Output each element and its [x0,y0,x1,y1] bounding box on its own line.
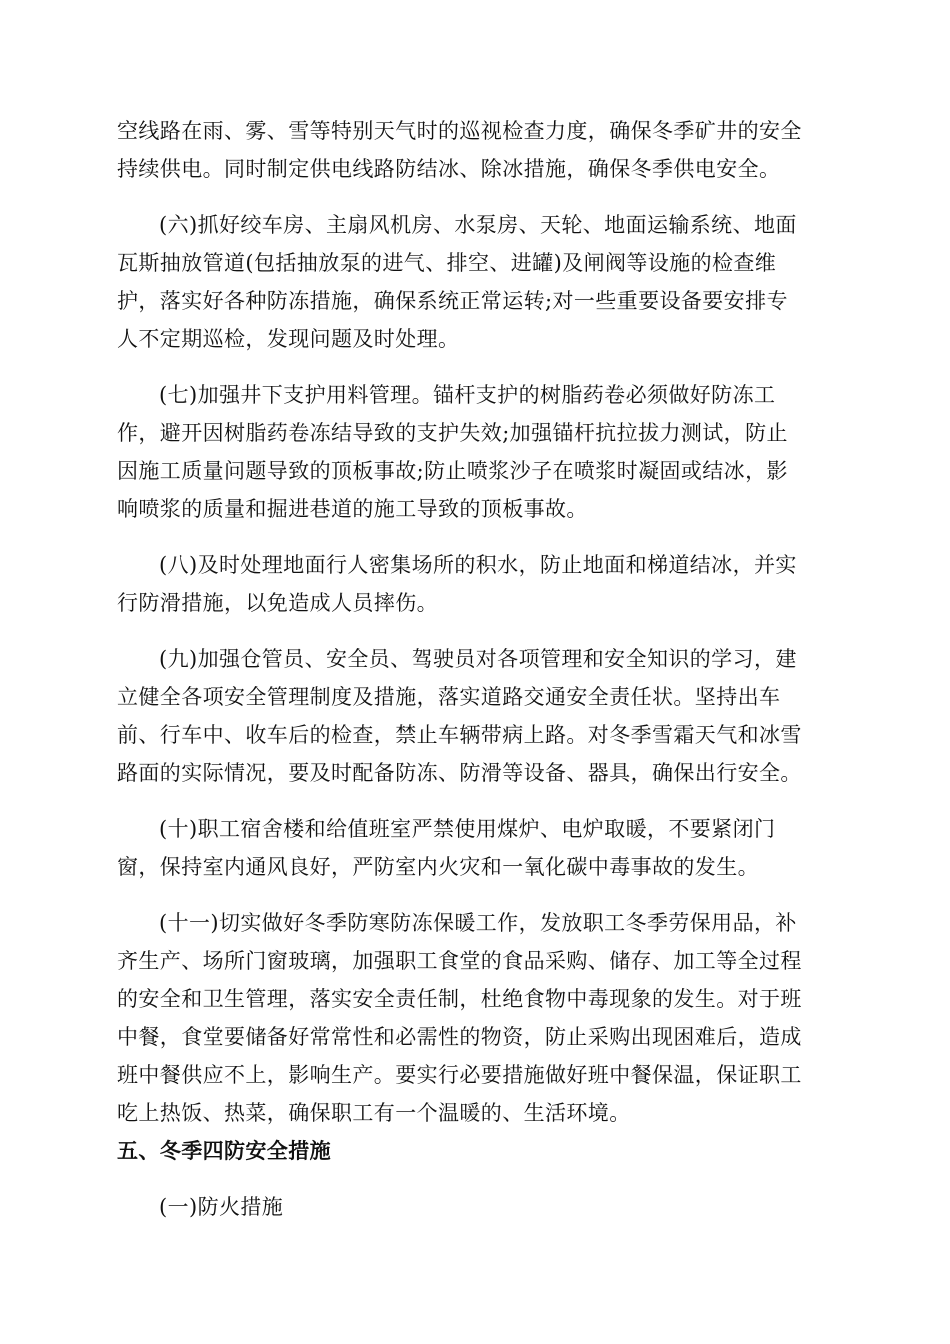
text-line: (十)职工宿舍楼和给值班室严禁使用煤炉、电炉取暖，不要紧闭门 [159,817,776,841]
text-line: 齐生产、场所门窗玻璃，加强职工食堂的食品采购、储存、加工等全过程 [117,949,802,973]
text-line: 的安全和卫生管理，落实安全责任制，杜绝食物中毒现象的发生。对于班 [117,987,802,1011]
text-line: 响喷浆的质量和掘进巷道的施工导致的顶板事故。 [117,497,588,521]
document-body [117,112,832,1226]
section-heading: 五、冬季四防安全措施 [117,1139,331,1163]
text-line: 人不定期巡检，发现问题及时处理。 [117,327,460,351]
text-line: 持续供电。同时制定供电线路防结冰、除冰措施，确保冬季供电安全。 [117,157,781,181]
paragraph-item-6 [117,206,832,358]
paragraph-power-supply [117,112,832,188]
text-line: 班中餐供应不上，影响生产。要实行必要措施做好班中餐保温，保证职工 [117,1063,802,1087]
text-line: (八)及时处理地面行人密集场所的积水，防止地面和梯道结冰，并实 [159,553,797,577]
text-line: (十一)切实做好冬季防寒防冻保暖工作，发放职工冬季劳保用品，补 [159,911,797,935]
text-line: 护，落实好各种防冻措施，确保系统正常运转;对一些重要设备要安排专 [117,289,788,313]
paragraph-item-11 [117,904,832,1132]
text-line: (六)抓好绞车房、主扇风机房、水泵房、天轮、地面运输系统、地面 [159,213,797,237]
text-line: 立健全各项安全管理制度及措施，落实道路交通安全责任状。坚持出车 [117,685,781,709]
text-line: 行防滑措施，以免造成人员摔伤。 [117,591,438,615]
text-line: 作，避开因树脂药卷冻结导致的支护失效;加强锚杆抗拉拔力测试，防止 [117,421,788,445]
subsection-title [117,1188,832,1226]
text-line: 中餐，食堂要储备好常常性和必需性的物资，防止采购出现困难后，造成 [117,1025,802,1049]
paragraph-item-8 [117,546,832,622]
text-line: 吃上热饭、热菜，确保职工有一个温暖的、生活环境。 [117,1101,631,1125]
text-line: (七)加强井下支护用料管理。锚杆支护的树脂药卷必须做好防冻工 [159,383,776,407]
text-line: 窗，保持室内通风良好，严防室内火灾和一氧化碳中毒事故的发生。 [117,855,759,879]
text-line: 路面的实际情况，要及时配备防冻、防滑等设备、器具，确保出行安全。 [117,761,802,785]
text-line: (一)防火措施 [159,1195,284,1219]
text-line: 前、行车中、收车后的检查，禁止车辆带病上路。对冬季雪霜天气和冰雪 [117,723,802,747]
text-line: 空线路在雨、雾、雪等特别天气时的巡视检查力度，确保冬季矿井的安全 [117,119,802,143]
paragraph-item-10 [117,810,832,886]
paragraph-item-7 [117,376,832,528]
text-line: 瓦斯抽放管道(包括抽放泵的进气、排空、进罐)及闸阀等设施的检查维 [117,251,777,275]
text-line: (九)加强仓管员、安全员、驾驶员对各项管理和安全知识的学习，建 [159,647,797,671]
text-line: 因施工质量问题导致的顶板事故;防止喷浆沙子在喷浆时凝固或结冰，影 [117,459,788,483]
paragraph-item-9 [117,640,832,792]
